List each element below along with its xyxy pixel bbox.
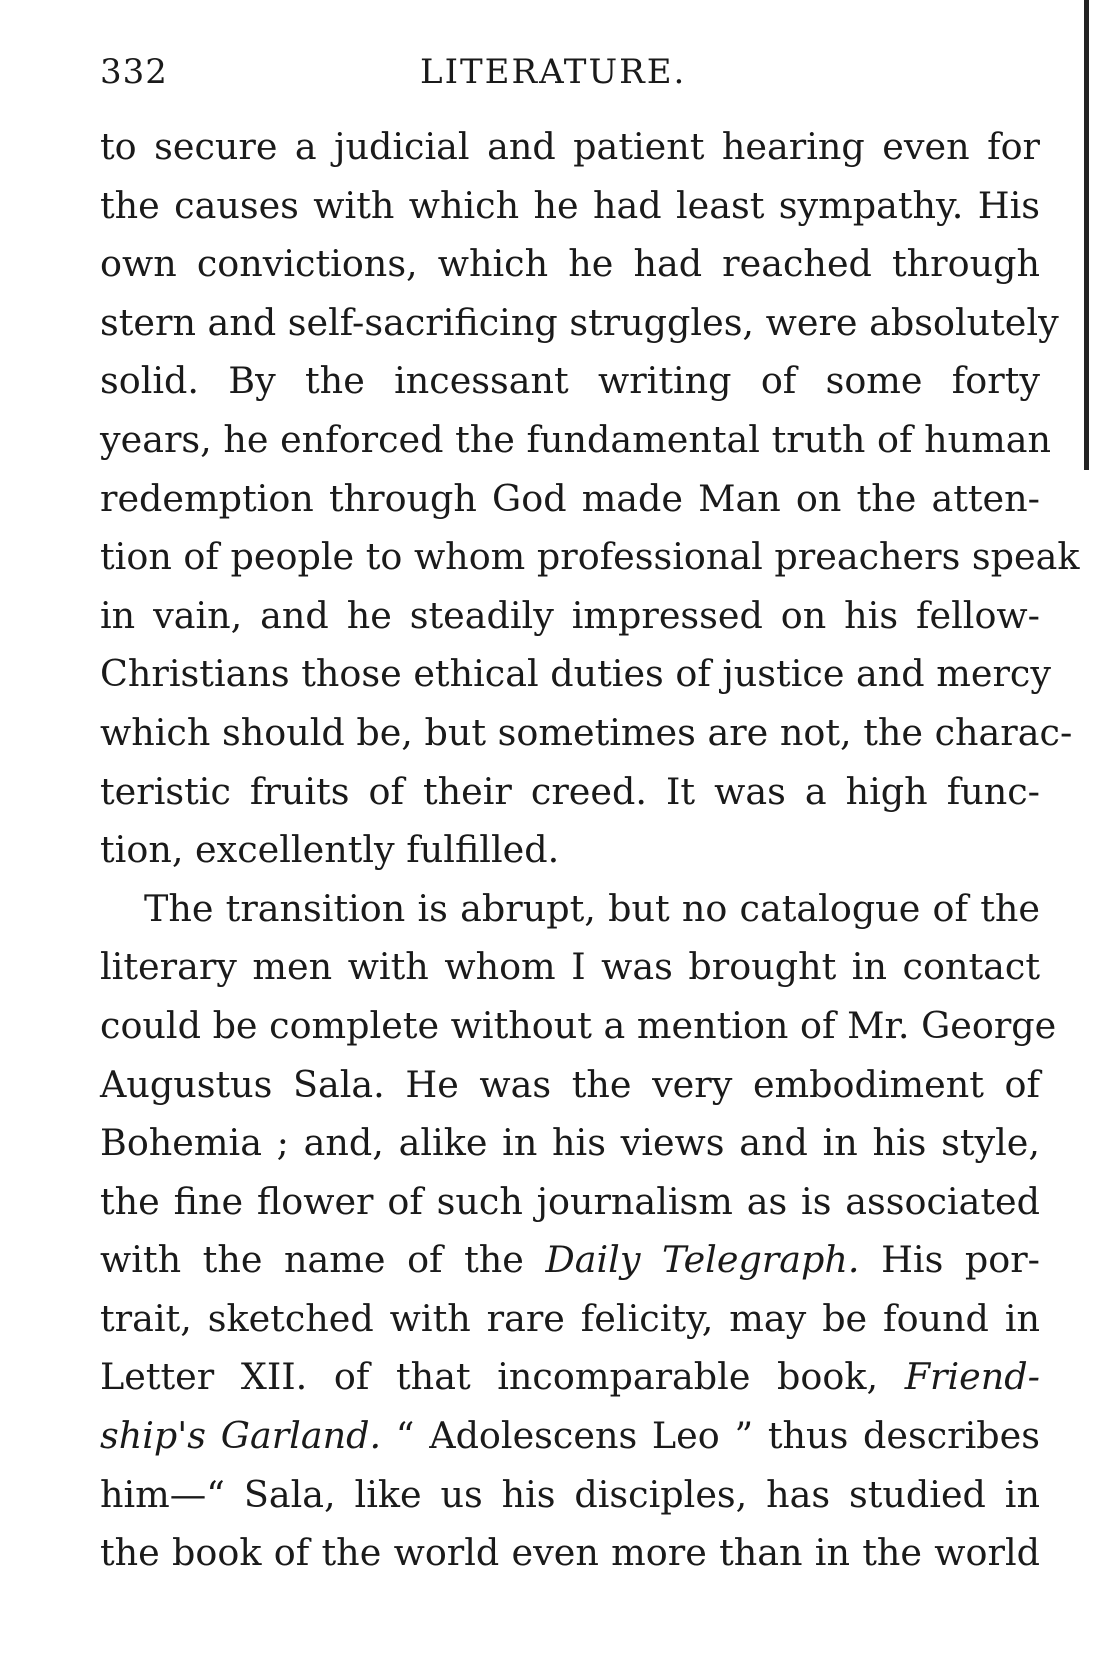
text-line: the fine flower of such journalism as is associated bbox=[100, 1179, 1040, 1223]
text-line: teristic fruits of their creed. It was a high func- bbox=[100, 769, 1040, 813]
text-line: tion of people to whom professional preachers speak bbox=[100, 535, 1080, 579]
text-line: tion, excellently fulfilled. bbox=[100, 828, 560, 872]
text-line: own convictions, which he had reached through bbox=[100, 242, 1040, 286]
text-line: literary men with whom I was brought in contact bbox=[100, 945, 1040, 989]
text-run: with the name of the bbox=[100, 1238, 546, 1282]
text-line: Bohemia ; and, alike in his views and in his style, bbox=[100, 1121, 1040, 1165]
text-line: stern and self-sacrificing struggles, were absolutely bbox=[100, 300, 1059, 344]
page-number: 332 bbox=[100, 52, 168, 92]
text-line bbox=[100, 1231, 1040, 1290]
text-line: in vain, and he steadily impressed on his fellow- bbox=[100, 593, 1040, 637]
text-line: could be complete without a mention of Mr. George bbox=[100, 1003, 1057, 1047]
text-line: which should be, but sometimes are not, the charac- bbox=[100, 710, 1073, 754]
text-line: him—“ Sala, like us his disciples, has studied in bbox=[100, 1472, 1040, 1516]
body-text bbox=[100, 118, 1080, 1583]
text-line: Christians those ethical duties of justice and mercy bbox=[100, 652, 1051, 696]
page-edge-line bbox=[1084, 0, 1089, 470]
text-line bbox=[100, 1348, 1040, 1407]
text-line: the book of the world even more than in the world bbox=[100, 1531, 1040, 1575]
italic-title: ship's Garland. bbox=[100, 1414, 382, 1458]
text-line: years, he enforced the fundamental truth of human bbox=[100, 417, 1051, 461]
paragraph-1 bbox=[100, 118, 1080, 880]
text-run: “ Adolescens Leo ” thus describes bbox=[381, 1414, 1040, 1458]
running-title: LITERATURE. bbox=[420, 52, 687, 92]
running-head bbox=[100, 52, 980, 102]
text-line: trait, sketched with rare felicity, may be found in bbox=[100, 1296, 1040, 1340]
text-line: solid. By the incessant writing of some forty bbox=[100, 359, 1040, 403]
text-line: to secure a judicial and patient hearing even for bbox=[100, 125, 1040, 168]
text-line bbox=[100, 1407, 1040, 1466]
italic-title: Daily Telegraph. bbox=[545, 1238, 860, 1282]
paragraph-2 bbox=[100, 880, 1057, 1583]
text-line: redemption through God made Man on the atten- bbox=[100, 476, 1040, 520]
text-run: Letter XII. of that incomparable book, bbox=[100, 1355, 905, 1399]
italic-title: Friend- bbox=[904, 1355, 1040, 1399]
text-run: His por- bbox=[859, 1238, 1041, 1282]
text-line: Augustus Sala. He was the very embodiment of bbox=[100, 1062, 1040, 1106]
text-line: the causes with which he had least sympathy. His bbox=[100, 183, 1040, 227]
text-line: The transition is abrupt, but no catalogue of the bbox=[144, 886, 1040, 930]
